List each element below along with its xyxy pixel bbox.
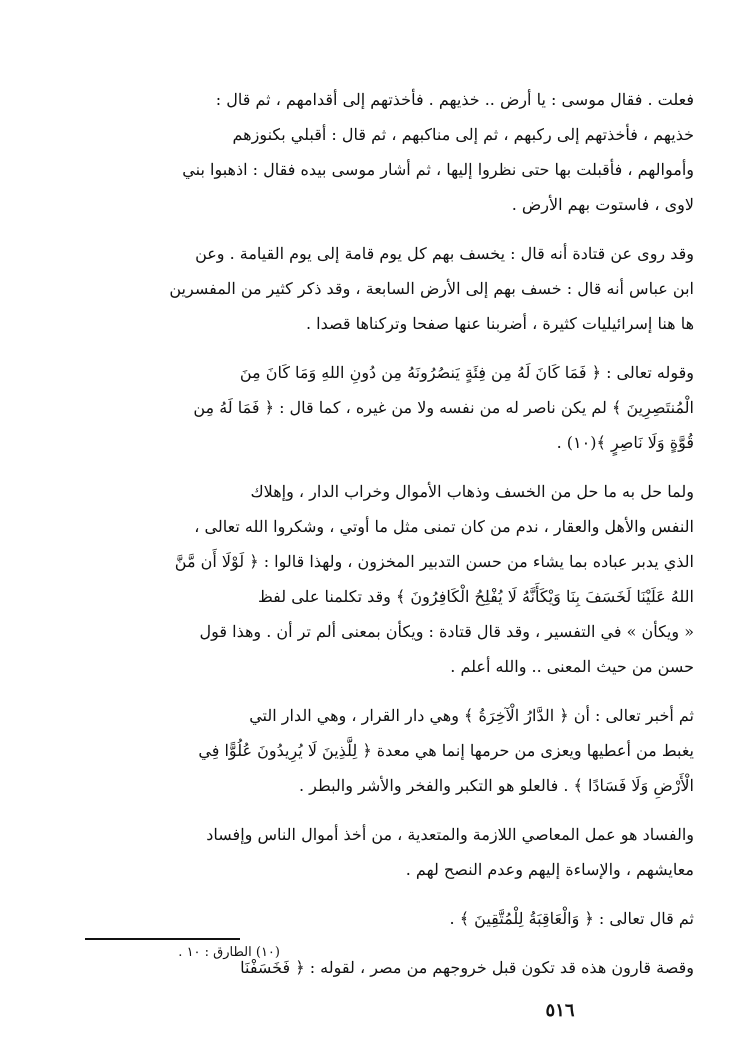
paragraph-2 xyxy=(40,236,694,341)
text-line: الْأَرْضِ وَلَا فَسَادًا ﴾ . فالعلو هو التكبر والفخر والأشر والبطر . xyxy=(298,776,694,795)
text-line: خذيهم ، فأخذتهم إلى ركبهم ، ثم إلى مناكبهم ، ثم قال : أقبلي بكنوزهم xyxy=(232,125,694,144)
text-line: معايشهم ، والإساءة إليهم وعدم النصح لهم . xyxy=(405,860,694,879)
paragraph-3 xyxy=(40,355,694,460)
text-line: ثم أخبر تعالى : أن ﴿ الدَّارُ الْآخِرَةُ ﴾ وهي دار القرار ، وهي الدار التي xyxy=(249,706,694,725)
text-line: النفس والأهل والعقار ، ندم من كان تمنى مثل ما أوتي ، وشكروا الله تعالى ، xyxy=(194,517,694,536)
text-line: « ويكأن » في التفسير ، وقد قال قتادة : ويكأن بمعنى ألم تر أن . وهذا قول xyxy=(199,622,694,641)
page-body xyxy=(40,82,694,999)
text-line: يغبط من أعطيها ويعزى من حرمها إنما هي معدة ﴿ لِلَّذِينَ لَا يُرِيدُونَ عُلُوًّا فِي xyxy=(198,741,694,760)
text-line: حسن من حيث المعنى .. والله أعلم . xyxy=(450,657,694,676)
text-line: ها هنا إسرائيليات كثيرة ، أضربنا عنها صفحا وتركناها قصدا . xyxy=(305,314,694,333)
text-line: لاوى ، فاستوت بهم الأرض . xyxy=(511,195,694,214)
text-line: الْمُنتَصِرِينَ ﴾ لم يكن ناصر له من نفسه ولا من غيره ، كما قال : ﴿ فَمَا لَهُ مِن xyxy=(193,398,694,417)
text-line: ولما حل به ما حل من الخسف وذهاب الأموال وخراب الدار ، وإهلاك xyxy=(250,482,694,501)
text-line: وقد روى عن قتادة أنه قال : يخسف بهم كل يوم قامة إلى يوم القيامة . وعن xyxy=(195,244,694,263)
text-line: فعلت . فقال موسى : يا أرض .. خذيهم . فأخذتهم إلى أقدامهم ، ثم قال : xyxy=(215,90,694,109)
footnote: (١٠) الطارق : ١٠ . xyxy=(178,945,280,960)
text-line: اللهُ عَلَيْنَا لَخَسَفَ بِنَا وَيْكَأَنَّهُ لَا يُفْلِحُ الْكَافِرُونَ ﴾ وقد تكلمنا على لفظ xyxy=(257,587,694,606)
paragraph-7 xyxy=(40,901,694,936)
text-line: وقصة قارون هذه قد تكون قبل خروجهم من مصر ، لقوله : ﴿ فَخَسَفْنَا xyxy=(240,958,694,977)
text-line: والفساد هو عمل المعاصي اللازمة والمتعدية ، من أخذ أموال الناس وإفساد xyxy=(206,825,694,844)
footnote-divider xyxy=(85,938,240,940)
paragraph-5 xyxy=(40,698,694,803)
text-line: الذي يدبر عباده بما يشاء من حسن التدبير المخزون ، ولهذا قالوا : ﴿ لَوْلَا أَن مَّنَّ xyxy=(174,552,694,571)
text-line: وأموالهم ، فأقبلت بها حتى نظروا إليها ، ثم أشار موسى بيده فقال : اذهبوا بني xyxy=(182,160,694,179)
paragraph-6 xyxy=(40,817,694,887)
paragraph-4 xyxy=(40,474,694,684)
text-line: وقوله تعالى : ﴿ فَمَا كَانَ لَهُ مِن فِئَةٍ يَنصُرُونَهُ مِن دُونِ اللهِ وَمَا كَانَ مِنَ xyxy=(239,363,694,382)
page-number: ٥١٦ xyxy=(545,1000,575,1021)
text-line: قُوَّةٍ وَلَا نَاصِرٍ ﴾(١٠) . xyxy=(556,433,694,452)
paragraph-1 xyxy=(40,82,694,222)
text-line: ابن عباس أنه قال : خسف بهم إلى الأرض السابعة ، وقد ذكر كثير من المفسرين xyxy=(169,279,694,298)
text-line: ثم قال تعالى : ﴿ وَالْعَاقِبَةُ لِلْمُتَّقِينَ ﴾ . xyxy=(449,909,694,928)
